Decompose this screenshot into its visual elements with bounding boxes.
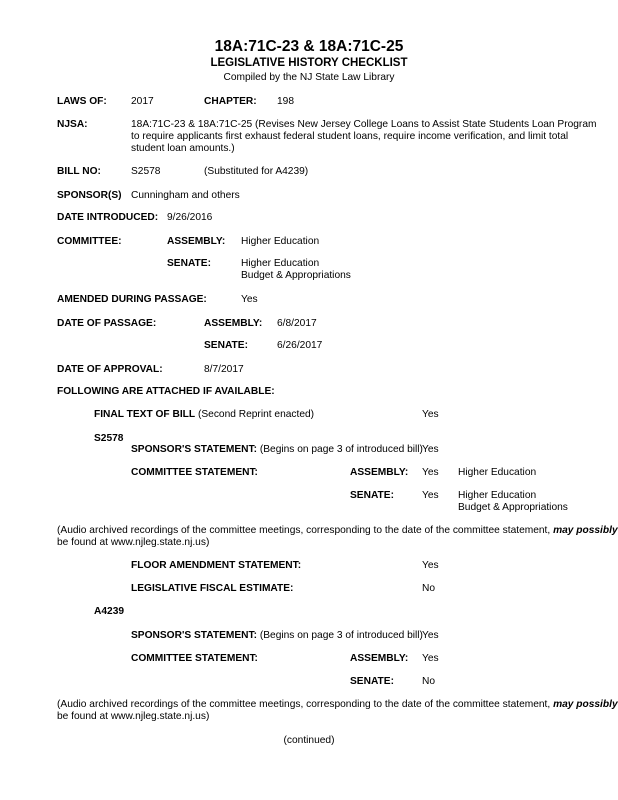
- committee-assembly-label: ASSEMBLY:: [167, 236, 226, 247]
- s2578-senate-committee-2: Budget & Appropriations: [458, 502, 568, 513]
- a4239-senate-value: No: [422, 676, 436, 687]
- final-text-note: (Second Reprint enacted): [197, 409, 315, 420]
- s2578-sponsor-row: [131, 444, 423, 455]
- s2578-assembly-value: Yes: [422, 467, 439, 478]
- a4239-bill-label: A4239: [94, 606, 125, 617]
- continued-footer: (continued): [283, 735, 335, 746]
- audio-note-emphasis: may possibly: [553, 525, 618, 536]
- date-introduced-label: DATE INTRODUCED:: [57, 212, 159, 223]
- bill-substitution-note: (Substituted for A4239): [204, 166, 309, 177]
- audio-note-text: (Audio archived recordings of the committee meetings, corresponding to the date of the committee statement,: [57, 525, 554, 536]
- passage-senate-label: SENATE:: [204, 340, 248, 351]
- committee-label: COMMITTEE:: [57, 236, 122, 247]
- laws-of-value: 2017: [131, 96, 154, 107]
- s2578-assembly-committee: Higher Education: [458, 467, 537, 478]
- committee-senate-label: SENATE:: [167, 258, 211, 269]
- s2578-fiscal-label: LEGISLATIVE FISCAL ESTIMATE:: [131, 583, 294, 594]
- date-introduced-value: 9/26/2016: [167, 212, 213, 223]
- a4239-sponsor-note: (Begins on page 3 of introduced bill): [259, 630, 423, 641]
- s2578-floor-value: Yes: [422, 560, 439, 571]
- s2578-committee-label: COMMITTEE STATEMENT:: [131, 467, 258, 478]
- audio-note-line-1: [57, 525, 618, 536]
- sponsors-value: Cunningham and others: [131, 190, 240, 201]
- committee-senate-value-1: Higher Education: [241, 258, 320, 269]
- sponsors-label: SPONSOR(S): [57, 190, 122, 201]
- compiled-by: Compiled by the NJ State Law Library: [223, 72, 395, 83]
- a4239-assembly-value: Yes: [422, 653, 439, 664]
- final-text-label: FINAL TEXT OF BILL: [94, 409, 196, 420]
- bill-no-label: BILL NO:: [57, 166, 101, 177]
- a4239-assembly-label: ASSEMBLY:: [350, 653, 409, 664]
- passage-label: DATE OF PASSAGE:: [57, 318, 157, 329]
- bill-no-value: S2578: [131, 166, 161, 177]
- s2578-assembly-label: ASSEMBLY:: [350, 467, 409, 478]
- committee-assembly-value: Higher Education: [241, 236, 320, 247]
- s2578-bill-label: S2578: [94, 433, 124, 444]
- final-text-row: [94, 409, 314, 420]
- audio-note-line-2: be found at www.njleg.state.nj.us): [57, 537, 210, 548]
- s2578-sponsor-note: (Begins on page 3 of introduced bill): [259, 444, 423, 455]
- laws-of-label: LAWS OF:: [57, 96, 107, 107]
- njsa-label: NJSA:: [57, 119, 88, 130]
- chapter-value: 198: [277, 96, 294, 107]
- a4239-senate-label: SENATE:: [350, 676, 394, 687]
- audio-note-2-line-2: be found at www.njleg.state.nj.us): [57, 711, 210, 722]
- s2578-fiscal-value: No: [422, 583, 436, 594]
- s2578-floor-label: FLOOR AMENDMENT STATEMENT:: [131, 560, 302, 571]
- document-title: 18A:71C-23 & 18A:71C-25: [214, 38, 404, 55]
- approval-label: DATE OF APPROVAL:: [57, 364, 163, 375]
- a4239-committee-label: COMMITTEE STATEMENT:: [131, 653, 258, 664]
- audio-note-2-text: (Audio archived recordings of the committee meetings, corresponding to the date of the committee statement,: [57, 699, 554, 710]
- s2578-senate-value: Yes: [422, 490, 439, 501]
- audio-note-2-line-1: [57, 699, 618, 710]
- document-subtitle: LEGISLATIVE HISTORY CHECKLIST: [210, 57, 408, 69]
- audio-note-2-emphasis: may possibly: [553, 699, 618, 710]
- passage-senate-value: 6/26/2017: [277, 340, 323, 351]
- committee-senate-value-2: Budget & Appropriations: [241, 270, 351, 281]
- approval-value: 8/7/2017: [204, 364, 244, 375]
- s2578-sponsor-value: Yes: [422, 444, 439, 455]
- a4239-sponsor-value: Yes: [422, 630, 439, 641]
- amended-label: AMENDED DURING PASSAGE:: [57, 294, 207, 305]
- s2578-senate-label: SENATE:: [350, 490, 394, 501]
- a4239-sponsor-row: [131, 630, 423, 641]
- njsa-value: 18A:71C-23 & 18A:71C-25 (Revises New Jersey College Loans to Assist State Students Loan Program to require applicants first exhaust federal student loans, require income verification, and limit total student loan amounts.): [131, 119, 597, 154]
- chapter-label: CHAPTER:: [204, 96, 257, 107]
- final-text-value: Yes: [422, 409, 439, 420]
- amended-value: Yes: [241, 294, 258, 305]
- attached-heading: FOLLOWING ARE ATTACHED IF AVAILABLE:: [57, 386, 275, 397]
- s2578-sponsor-label: SPONSOR'S STATEMENT:: [131, 444, 257, 455]
- passage-assembly-label: ASSEMBLY:: [204, 318, 263, 329]
- a4239-sponsor-label: SPONSOR'S STATEMENT:: [131, 630, 257, 641]
- s2578-senate-committee-1: Higher Education: [458, 490, 537, 501]
- passage-assembly-value: 6/8/2017: [277, 318, 317, 329]
